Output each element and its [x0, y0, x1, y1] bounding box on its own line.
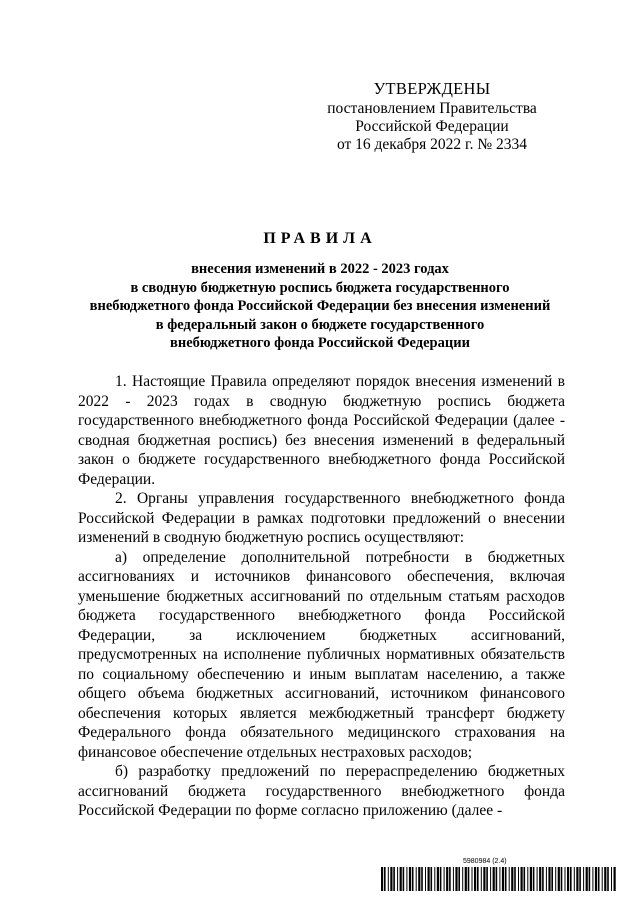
document-title [60, 230, 580, 353]
approval-line-1: постановлением Правительства [327, 100, 537, 117]
approval-line-3: от 16 декабря 2022 г. № 2334 [336, 136, 528, 153]
document-body [78, 372, 565, 821]
title-line-1: внесения изменений в 2022 - 2023 годах [191, 261, 449, 277]
barcode-number: 5980984 (2.4) [463, 858, 507, 865]
approval-line-2: Российской Федерации [355, 118, 509, 135]
approval-block [302, 80, 562, 154]
title-line-3: внебюджетного фонда Российской Федерации без внесения изменений [89, 298, 551, 314]
paragraph-1: 1. Настоящие Правила определяют порядок внесения изменений в 2022 - 2023 годах в сводную бюджетную роспись бюджета государственного внебюджетного фонда Российской Федерации (далее - сводная бюджетная роспись) без внесения изменений в федеральный закон о бюджете государственного внебюджетного фонда Российской Федерации. [78, 373, 565, 488]
title-line-2: в сводную бюджетную роспись бюджета государственного [130, 279, 510, 296]
title-line-4: в федеральный закон о бюджете государственного [155, 316, 485, 333]
barcode-icon [379, 867, 619, 891]
paragraph-4: б) разработку предложений по перераспределению бюджетных ассигнований бюджета государственного внебюджетного фонда Российской Федерации по форме согласно приложению (далее - [78, 763, 565, 819]
title-line-5: внебюджетного фонда Российской Федерации [170, 335, 470, 351]
approved-heading: УТВЕРЖДЕНЫ [373, 79, 491, 98]
title-main: ПРАВИЛА [263, 230, 377, 247]
paragraph-2: 2. Органы управления государственного внебюджетного фонда Российской Федерации в рамках подготовки предложений о внесении изменений в сводную бюджетную роспись осуществляют: [78, 490, 565, 546]
paragraph-3: а) определение дополнительной потребности в бюджетных ассигнованиях и источников финансового обеспечения, включая уменьшение бюджетных ассигнований по отдельным статьям расходов бюджета государственного внебюджетного фонда Российской Федерации, за исключением бюджетных ассигнований, предусмотренных на исполнение публичных нормативных обязательств по социальному обеспечению и иным выплатам населению, а также общего объема бюджетных ассигнований, источником финансового обеспечения которых является межбюджетный трансферт бюджету Федерального фонда обязательного медицинского страхования на финансовое обеспечение отдельных нестраховых расходов; [78, 548, 565, 761]
barcode-block [379, 858, 619, 891]
